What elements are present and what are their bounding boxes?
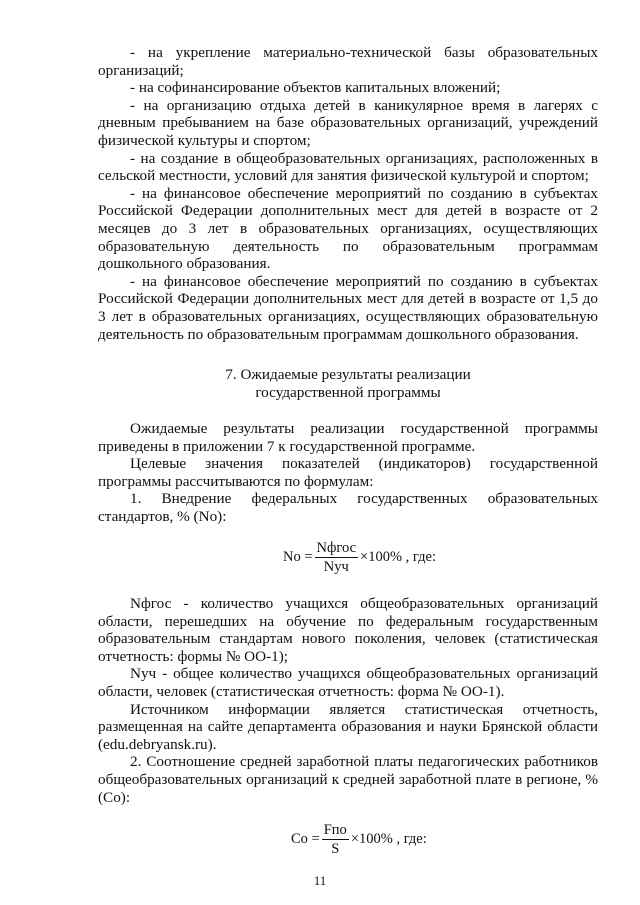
definitions bbox=[98, 595, 598, 806]
formula-numerator: Nфгос bbox=[316, 540, 357, 556]
bullet-item: - на финансовое обеспечение мероприятий по созданию в субъектах Российской Федерации дополнительных мест для детей в возрасте от 2 месяцев до 3 лет в образовательных организациях, осуществляющих образовательную деятельность по образовательным программам дошкольного образования. bbox=[98, 184, 598, 273]
expected-results-paragraph: Ожидаемые результаты реализации государственной программы приведены в приложении 7 к государственной программе. bbox=[98, 420, 598, 455]
formula-lhs: Co = bbox=[291, 830, 320, 847]
bullet-item: - на софинансирование объектов капитальных вложений; bbox=[130, 79, 501, 97]
indicator-2-paragraph: 2. Соотношение средней заработной платы педагогических работников общеобразовательных организаций к средней заработной плате в регионе, % (Co): bbox=[98, 753, 598, 806]
intro-paragraphs bbox=[98, 420, 598, 526]
formula-fraction bbox=[322, 822, 349, 857]
formula-numerator: Fпо bbox=[323, 822, 347, 838]
formula-rhs: ×100% , где: bbox=[360, 548, 436, 565]
formula-denominator: S bbox=[331, 841, 340, 857]
formula-lhs: No = bbox=[283, 548, 313, 565]
formula-no bbox=[283, 540, 436, 575]
formula-denominator: Nуч bbox=[323, 559, 349, 575]
indicator-1-paragraph: 1. Внедрение федеральных государственных образовательных стандартов, % (No): bbox=[98, 490, 598, 525]
bullet-list bbox=[98, 44, 598, 343]
section-title-line2: государственной программы bbox=[255, 383, 441, 401]
bullet-item: - на создание в общеобразовательных организациях, расположенных в сельской местности, условий для занятия физической культурой и спортом; bbox=[98, 149, 598, 185]
nfgos-definition: Nфгос - количество учащихся общеобразовательных организаций области, перешедших на обучение по федеральным государственным образовательным стандартам нового поколения, человек (статистическая отчетность: формы № ОО-1); bbox=[98, 595, 598, 665]
section-heading bbox=[98, 366, 598, 401]
targets-paragraph: Целевые значения показателей (индикаторов) государственной программы рассчитываются по формулам: bbox=[98, 455, 598, 490]
bullet-item: - на укрепление материально-технической базы образовательных организаций; bbox=[98, 44, 598, 79]
bullet-item: - на финансовое обеспечение мероприятий по созданию в субъектах Российской Федерации дополнительных мест для детей в возрасте от 1,5 до 3 лет в образовательных организациях, осуществляющих образовательную деятельность по образовательным программам дошкольного образования. bbox=[98, 272, 598, 343]
page-number: 11 bbox=[313, 873, 327, 888]
formula-fraction bbox=[315, 540, 359, 575]
bullet-item: - на организацию отдыха детей в каникулярное время в лагерях с дневным пребыванием на базе образовательных организаций, учреждений физической культуры и спортом; bbox=[98, 96, 598, 149]
formula-rhs: ×100% , где: bbox=[350, 830, 427, 847]
formula-co bbox=[291, 822, 427, 857]
section-title-line1: 7. Ожидаемые результаты реализации bbox=[225, 366, 471, 383]
source-paragraph: Источником информации является статистическая отчетность, размещенная на сайте департамента образования и науки Брянской области (edu.debryansk.ru). bbox=[98, 700, 598, 753]
nuch-definition: Nуч - общее количество учащихся общеобразовательных организаций области, человек (статистическая отчетность: форма № ОО-1). bbox=[98, 665, 598, 700]
